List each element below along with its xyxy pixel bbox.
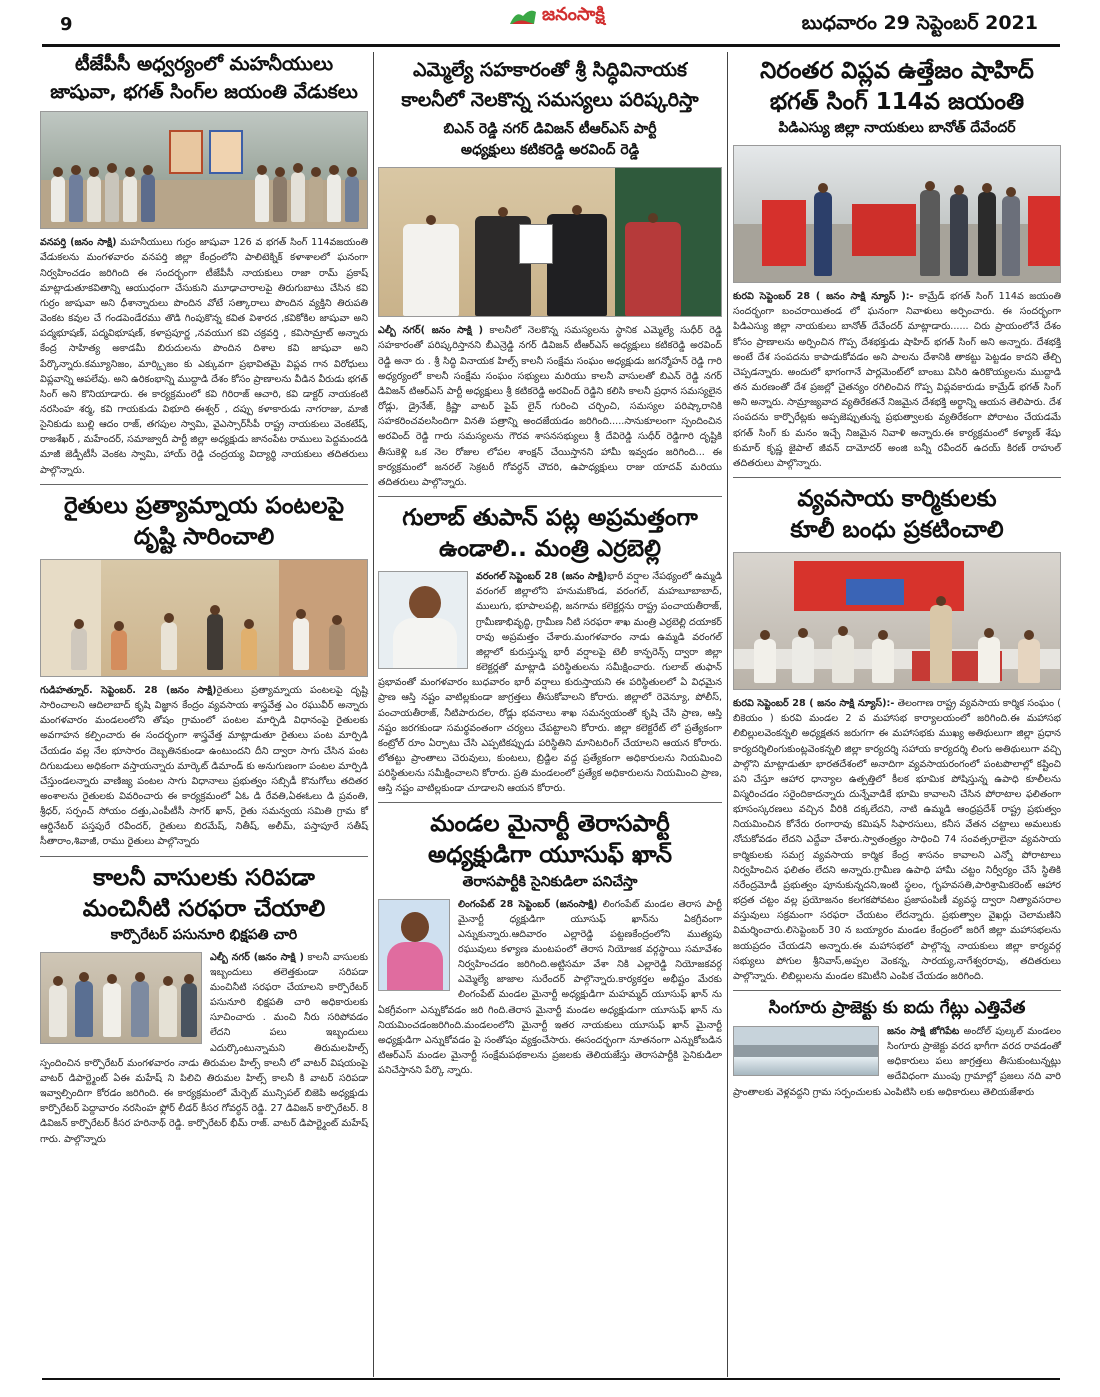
headline: కూలీ బంధు ప్రకటించాలి [790, 517, 1004, 544]
dateline: కురవి సెప్టెంబర్ 28 ( జనం సాక్షి న్యూస్):- [733, 698, 895, 710]
headline: అధ్యక్షుడిగా యూసుఫ్ ఖాన్ [428, 842, 672, 869]
dateline: ఎల్బీ నగర్( జనం సాక్షి ) [378, 325, 484, 337]
column-rule [373, 52, 374, 1377]
page-number: 9 [60, 14, 73, 35]
brand-name: జనంసాక్షి [542, 4, 605, 25]
article-body: ఎల్బీ నగర్( జనం సాక్షి ) కాలనీలో నెలకొన్న సమస్యలను స్థానిక ఎమ్మెల్యే సుధీర్ రెడ్డి సహకారంతో పరిష్కరిస్తానని బీఎన్రెడ్డి నగర్ డివిజన్ టీఆర్ఎస్ అధ్యక్షులు కటికరెడ్డి అరవింద్ రెడ్డి అనా రు . శ్రీ సిద్ధి వినాయక హిల్స్ కాలనీ సంక్షేమ సంఘం అధ్యక్షుడు జగన్మోహన్ రెడ్డి గారి అధ్యర్యంలో కాలనీ సంక్షేమ సంఘం సభ్యులు మరియు కాలనీ వాసులతో బిఎన్ రెడ్డి నగర్ డివిజన్ టిఆర్ఎస్ పార్టీ అధ్యక్షులు శ్రీ కటికరెడ్డి అరవింద్ రెడ్డిని కలిసి కాలనీ ప్రధాన సమస్యలైన రోడ్లు, డ్రైనేజ్, క్రిష్ణా వాటర్ పైప్ లైన్ గురించి చర్చించి, సమస్యల పరిష్కారానికి సహకరించవలసిందిగా వినతి పత్రాన్ని అందజేయడం జరిగింది.....సానుకూలంగా స్పందించిన అరవింద్ రెడ్డి గారు సమస్యలను గౌరవ శాసనసభ్యులు శ్రీ దేవిరెడ్డి సుధీర్ రెడ్డిగారి దృష్టికి తీసుకెళ్లి ఒక నెల రోజుల లోపల శాంక్షన్ చేయిస్తానని హామీ ఇవ్వడం జరిగింది... ఈ కార్యక్రమంలో జనరల్ సెక్రటరీ గోవర్ధన్ చౌదరి, ఉపాధ్యక్షులు రాజు యాదవ్ మరియు తదితరులు పాల్గొన్నారు. [378, 325, 722, 488]
article-body: వరంగల్ సెప్టెంబర్ 28 (జనం సాక్షి)భారీ వర్షాల నేపథ్యంలో ఉమ్మడి వరంగల్ జిల్లాలోని హనుమకొండ, వరంగల్, మహబూబాబాద్, ములుగు, భూపాలపల్లి, జనగామ కలెక్టర్లను రాష్ట్ర పంచాయతీరాజ్, గ్రామీణాభివృద్ధి, గ్రామీణ నీటి సరఫరా శాఖ మంత్రి ఎర్రబెల్లి దయాకర్ రావు అప్రమత్తం చేశారు.మంగళవారం నాడు ఉమ్మడి వరంగల్ జిల్లాలో కురుస్తున్న భారీ వర్షాలపై టెలీ కాన్ఫరెన్స్ ద్వారా జిల్లా కలెక్టర్లతో మాట్లాడి పరిస్థితులను సమీక్షించారు. గులాబ్ తుఫాన్ ప్రభావంతో మంగళవారం బుధవారం భారీ వర్షాలు కురుస్తాయని ఈ పరిస్థితులలో ఏ విధమైన ప్రాణ ఆస్తి నష్టం వాటిల్లకుండా జాగ్రత్తలు తీసుకోవాలని కోరారు. జిల్లాలో రెవెన్యూ, పోలీస్, పంచాయతీరాజ్, నీటిపారుదల, రోడ్లు భవనాలు శాఖ సమన్వయంతో కృషి చేసి ప్రాణ, ఆస్తి నష్టం జరగకుండా సమర్థవంతంగా చర్యలు చేపట్టాలని కోరారు. జిల్లా కలెక్టరేట్ లో ప్రత్యేకంగా కంట్రోల్ రూం ఏర్పాటు చేసి ఎప్పటికప్పుడు పరిస్థితిని మానిటరింగ్ చేయాలని ఆయన కోరారు. లోతట్టు ప్రాంతాలు చెరువులు, కుంటలు, బ్రిడ్జిల వద్ద ప్రత్యేకంగా అధికారులను నియమించి పరిస్థితులను సమీక్షించాలని కోరారు. ప్రతి మండలంలో ప్రత్యేక అధికారులను నియమించి ప్రాణ, ఆస్తి నష్టం వాటిల్లకుండా చూడాలని ఆయన కోరారు. [378, 571, 722, 795]
article-body: కురవి సెప్టెంబర్ 28 ( జనం సాక్షి న్యూస్ ):- కామ్రేడ్ భగత్ సింగ్ 114వ జయంతి సందర్భంగా బంచరాయితండ లో ఘనంగా నివాళులు అర్పించారు. ఈ సందర్భంగా పిడిఎస్యు జిల్లా నాయకులు బానోత్ దేవేందర్ మాట్లాడారు...... చిరు ప్రాయంలోనే దేశం కోసం ప్రాణాలను అర్పించిన గొప్ప దేశభక్తుడు షాహిద్ భగత్ సింగ్ అని అన్నారు. దేశభక్తి అంటే దేశ సంపదను కాపాడుకోవడం అని పాలను దేశానికి తాకట్టు పెట్టడం కాదని తేల్చి చెప్పడన్నారు. అందులో భాగంగానే పార్లమెంట్‌లో బాంబు విసిరి ఉరికొయ్యలను ముద్దాడి తన మరణంతో దేశ ప్రజల్లో చైతన్యం రగిలించిన గొప్ప విప్లవకారుడు కామ్రేడ్ భగత్ సింగ్ అని అన్నారు. సామ్రాజ్యవాద వ్యతిరేకతనే నిజమైన దేశభక్తి అర్థాన్ని ఆయన తెలిపారు. దేశ సంపదను కార్పొరేట్లకు అప్పజెప్పుతున్న ప్రభుత్వాలకు వ్యతిరేకంగా పోరాటం చేయడమే భగత్ సింగ్ కు మనం ఇచ్చే నిజమైన నివాళి అన్నారు.ఈ కార్యక్రమంలో కళ్యాణ్ శేషు కుమార్ కృష్ణ జైపాల్ జీవన్ దామోదర్ అంజి బన్నీ రవీందర్ ఉదయ్ కిరణ్ రాహుల్ తదితరులు పాల్గొన్నారు. [733, 291, 1062, 469]
article-siddivinayaka-colony [378, 58, 722, 490]
subheadline: తెరాసపార్టీకి సైనికుడిలా పనిచేస్తా [462, 873, 638, 890]
headline: రైతులు ప్రత్యామ్నాయ పంటలపై [64, 492, 344, 519]
subheadline: పిడిఎస్యు జిల్లా నాయకులు బానోత్ దేవేందర్ [778, 120, 1016, 137]
article-tjpc-jayanthi [40, 52, 368, 478]
group-photo [40, 111, 368, 229]
dateline: కురవి సెప్టెంబర్ 28 ( జనం సాక్షి న్యూస్ ):- [733, 291, 914, 303]
article-body: జనం సాక్షి జోగిపేట అందోల్ పుల్కల్ మండలం సింగూరు ప్రాజెక్టు వరద భాగీగా వరద రావడంతో అధికారులు పలు జాగ్రత్తలు తీసుకుంటున్నట్లు అదేవిధంగా ముంపు గ్రామాల్లో ప్రజలు నది వారి ప్రాంతాలకు వెళ్లవద్దని గ్రామ సర్పంచులకు ఎంపిటిసి లకు అధికారులు తెలియజేశారు [733, 1025, 1061, 1098]
divider [40, 484, 368, 485]
article-gulab-cyclone [378, 503, 722, 796]
headline: సింగూరు ప్రాజెక్టు కు ఐదు గేట్లు ఎత్తివేత [768, 998, 1026, 1019]
article-minority-president [378, 809, 722, 1078]
column-left [40, 52, 368, 1147]
article-body: ఎల్బీ నగర్ (జనం సాక్షి ) కాలనీ వాసులకు ఇబ్బందులు తలెత్తకుండా సరిపడా మంచినీటి సరఫరా చేయాలని కార్పొరేటర్ పసునూరి భిక్షపతి చారి అధికారులకు సూచించారు . మంచి నీరు సరిపోవడం లేదని పలు ఇబ్బందులు ఎదుర్కొంటున్నామని తిరుమలహిల్స్ స్పందించిన కార్పొరేటర్ మంగళవారం నాడు తిరుమల హిల్స్ కాలనీ లో వాటర్ విషయంపై వాటర్ డిపార్ట్మెంట్ ఏఈ మహేష్ ని పిలిచి తిరుమల హిల్స్ కాలనీ కి వాటర్ సరిపడా ఇవ్వాల్సిందిగా కోరడం జరిగింది. ఈ కార్యక్రమంలో మేర్చెట్ మున్సిపల్ బిజెపి అధ్యక్షుడు కార్పొరేటర్ పెద్దావారం నరసింహ ఫ్లోర్ లీడర్ కీసర గోవర్ధన్ రెడ్డి. 27 డివిజన్ కార్పొరేటర్. 8 డివిజన్ కార్పొరేటర్ కీసర హరినాథ్ రెడ్డి. కార్పొరేటర్ భీమ్ రాజ్. వాటర్ డిపార్ట్మెంట్ మహేష్ గారు. పాల్గొన్నారు [40, 951, 368, 1145]
dateline: గుడిహత్నూర్. సెప్టెంబర్. 28 (జనం సాక్షి) [40, 684, 217, 696]
headline: కాలనీ వాసులకు సరిపడా [93, 864, 315, 891]
dateline: ఎల్బీ నగర్ (జనం సాక్షి ) [210, 951, 304, 963]
colony-photo [40, 952, 202, 1044]
headline: దృష్టి సారించాలి [133, 523, 275, 550]
subheadline: కార్పొరేటర్ పసునూరి భిక్షపతి చారి [110, 926, 298, 943]
column-rule [727, 52, 728, 1377]
article-singur-project [733, 997, 1061, 1100]
headline: ఎమ్మెల్యే సహకారంతో శ్రీ సిద్ధివినాయక [413, 59, 687, 81]
dateline: జనం సాక్షి జోగిపేట [887, 1025, 960, 1037]
brand [508, 4, 605, 29]
article-body: గుడిహత్నూర్. సెప్టెంబర్. 28 (జనం సాక్షి)రైతులు ప్రత్యామ్నాయ పంటలపై దృష్టి సారించాలని ఆదిలాబాద్ కృషి విజ్ఞాన కేంద్రం వ్యవసాయ శాస్త్రవేత్త ఎం రఘువీర్ అన్నారు మంగళవారం మండలంలోని తోషం గ్రామంలో పంటల మార్పిడి విధానంపై రైతులకు అవగాహన కల్పించారు ఈ సందర్భంగా శాస్త్రవేత్త మాట్లాడుతూ రైతులు పంట మార్పిడి చేయడం వల్ల నేల భూసారం దెబ్బతినకుండా ఉంటుందని దీని ద్వారా సాగు చేసిన పంట దిగుబడులు అధికంగా వస్తాయన్నారు మార్కెట్ డిమాండ్ కు అనుగుణంగా పంటల మార్పిడి చేస్తుండలన్నారు వాణిజ్య పంటల సాగు విధానాలు ప్రభుత్వం సబ్సిడీ కొనుగోలు తదితర అంశాలను రైతులకు వివరించారు ఈ కార్యక్రమంలో ఏఓ డి రేవతి,ఏఈఓలు డి ప్రవంతి, శ్రీధర్, సర్పంచ్ సోయం దత్తు,ఎంపీటీసీ సాగర్ ఖాన్, రైతు సమన్వయ సమితి గ్రామ కో ఆర్డినేటర్ పస్తపురే రవీందర్, రైతులు బిరమేష్, నితీష్, అలీమ్, పస్తాపూరే సతీష్ సీతారాం,శివాజీ, రాము రైతులు పాల్గొన్నారు [40, 684, 368, 848]
leader-portrait [378, 899, 450, 991]
masthead-rule [42, 44, 1060, 47]
article-body: కురవి సెప్టెంబర్ 28 ( జనం సాక్షి న్యూస్):- తెలంగాణ రాష్ట్ర వ్యవసాయ కార్మిక సంఘం ( బికెయం ) కురవి మండల 2 వ మహాసభ కార్యాలయంలో జరిగింది.ఈ మహాసభ లిబిల్లులవెంకన్నలి అధ్యక్షతన జరుగగా ఈ మహాసభకు ముఖ్య అతిథులుగా జిల్లా ప్రధాన కార్యదర్శిలింగుకుంట్లవెంకన్నలి జిల్లా కార్యదర్శి సహాయ కార్యదర్శి లింగు అతిథులుగా వచ్చి పాల్గొని మాట్లాడుతూ భారతదేశంలో అనాదిగా వ్యవసాయరంగంలో పంటపొలాల్లో కష్టించి పని చేస్తూ ఆహార ధాన్యాల ఉత్పత్తిలో కీలక భూమిక పోషిస్తున్న ఉపాధి కూలీలను విస్మరించడం సరైందికాదన్నారు దున్నేవాడికే భూమి కావాలని చేసిన పోరాటాల ఫలితంగా భూసంస్కరణలు వచ్చిన వీరికి దక్కలేదని, నాటి ఉమ్మడి ఆంధ్రప్రదేశ్ రాష్ట్ర ప్రభుత్వం నియమించిన కోనేరు రంగారావు కమిషన్ సిఫారసులు, కనీస వేతన చట్టాలు అమలుకు నోచుకోవడం లేదని ఎద్దేవా చేశారు.స్వాతంత్ర్యం సాధించి 74 సంవత్సరాలైనా వ్యవసాయ కార్మికులకు సమగ్ర వ్యవసాయ కార్మిక కేంద్ర శాసనం కావాలని ఎన్నో పోరాటాలు నిర్వహించిన ఫలితం లేదని అన్నారు.గ్రామీణ ఉపాధి హామీ చట్టం నిర్వీర్యం చేసే స్థితికి నరేంద్రమోడీ ప్రభుత్వం పూనుకున్నదని,ఇంటి స్థలం, గృహవసతి,పారిశ్రామికరెంట్ ఆహార భద్రత చట్టం వల్ల ప్రయోజనం కలగకపోవటం ప్రజాపంపిణీ వ్యవస్థ ద్వారా నిత్యావసరాల వస్తువులు సక్రమంగా సరఫరా చేయటం లేదన్నారు. ప్రభుత్వాల వైఖర్లు చెలామణిని విమర్శించారు.లిసెప్టెంబర్ 30 న బయ్యారం మండల కేంద్రంలో జరిగే జిల్లా మహాసభలను జయప్రదం చేయడని అన్నారు.ఈ మహాసభలో పాల్గొన్న నాయకులు జిల్లా కార్యవర్గ సభ్యులు పోగుల శ్రీనివాస్,అప్పల వెంకన్న, సారయ్య,నాగేశ్వరరావు, తదితరులు పాల్గొన్నారు. లిబిల్లులను మండల కమిటీని ఎంపిక చేయడం జరిగింది. [733, 698, 1062, 982]
headline: కాలనీలో నెలకొన్న సమస్యలు పరిష్కరిస్తా [401, 88, 699, 111]
column-center [378, 52, 722, 1078]
divider [733, 477, 1061, 478]
dam-gates-photo [733, 1026, 879, 1076]
headline: జాషువా, భగత్ సింగ్‌ల జయంతి వేడుకలు [50, 80, 358, 103]
article-agri-workers [733, 484, 1061, 984]
divider [378, 802, 722, 803]
headline: టీజేపీసీ అధ్వర్యంలో మహనీయులు [74, 53, 334, 75]
brand-logo-icon [508, 6, 538, 28]
page-bottom-rule [42, 1378, 1060, 1380]
divider [40, 856, 368, 857]
dateline: వరంగల్ సెప్టెంబర్ 28 (జనం సాక్షి) [476, 571, 608, 583]
subheadline: అధ్యక్షులు కటికరెడ్డి అరవింద్ రెడ్డి [460, 142, 640, 159]
article-drinking-water [40, 863, 368, 1147]
memorandum-photo [378, 167, 722, 317]
column-right [733, 52, 1061, 1100]
article-body: వనపర్తి (జనం సాక్షి) మహనీయులు గుర్రం జాషువా 126 వ భగత్ సింగ్ 114వజయంతి వేడుకలను మంగళవారం వనపర్తి జిల్లా కేంద్రంలోని పాలిటెక్నిక్ కళాశాలలో ఘనంగా నిర్వహించడం జరిగింది ఈ సందర్భంగా టీజేపీసీ నాయకులు రాజా రామ్ ప్రకాష్ మాట్లాడుతూకవితాన్ని ఆయుధంగా చేసుకుని మూఢాచారాలపై తిరుగుబాటు చేసిన కవి గుర్రం జాషువా అని ధీశాన్నారులు పొందిన వోటే సత్కారాలు పొందిన వ్యక్తిని తిరుపతి వెంకట కవుల చే గండపెండేరము తొడి గింపుకొన్న కవిత విశారద ,కవికోకిల జాషువా అని పద్మభూషణ్, పద్మవిభూషణ్, కళాప్రపూర్ణ ,నవయుగ కవి చక్రవర్తి , కవిసామ్రాట్ అన్నారు కేంద్ర సాహిత్య అకాడమీ బిరుదులను పొందిన దిశాల కవి జాషువా అని పేర్కొన్నారు.కమ్యూనిజం, మార్క్సిజం కు ఎక్కువగా ప్రభావితమై విప్లవ గాన విరోధులు విప్లవాన్ని ఆపలేవు. అని ఉరికంభాన్ని ముద్దాడి దేశం కోసం ప్రాణాలను వీడిన వీరుడు భగత్ సింగ్ అని కొనియాడారు. ఈ కార్యక్రమంలో కవి గిరిరాజ్ ఆచారి, కవి డాక్టర్ నాయకంటి నరసింహ శర్మ, కవి గాయకుడు విభూది ఈశ్వర్ , దప్పు కళాకారుడు నాగరాజు, మాజీ సైనికుడు బుల్లి ఆదం రాజ్, తగపుల స్వామి, వైఎస్సార్‌సీపీ రాష్ట్ర నాయకులు వెంకటేష్, రాజశేఖర్ , మహేందర్, సమాజ్వాదీ పార్టీ జిల్లా అధ్యక్షుడు జానంపేట రాములు పెద్దమందడి మాజీ జెడ్పీటీసీ వెంకట స్వామి, హాయ్ రెడ్డి చంద్రయ్య విద్యార్థి నాయకులు తదితరులు పాల్గొన్నారు. [40, 237, 368, 476]
dateline: వనపర్తి (జనం సాక్షి) [40, 237, 117, 249]
headline: మండల మైనార్టీ తెరాసపార్టీ [430, 811, 670, 838]
divider [733, 990, 1061, 991]
dateline: లింగంపేట్ 28 సెప్టెంబర్ (జనంసాక్షి) [458, 898, 598, 910]
meeting-photo [40, 559, 368, 677]
masthead [0, 0, 1100, 46]
headline: ఉండాలి.. మంత్రి ఎర్రబెల్లి [439, 536, 661, 563]
bkm-meeting-photo [733, 552, 1061, 690]
headline: భగత్ సింగ్ 114వ జయంతి [769, 89, 1025, 116]
headline: నిరంతర విప్లవ ఉత్తేజం షాహిద్ [760, 58, 1034, 84]
divider [378, 496, 722, 497]
minister-portrait [378, 571, 468, 669]
article-farmers-crops [40, 491, 368, 850]
subheadline: బిఎన్ రెడ్డి నగర్ డివిజన్ టీఆర్ఎస్ పార్టీ [443, 121, 657, 138]
article-body: లింగంపేట్ 28 సెప్టెంబర్ (జనంసాక్షి) లింగంపేట్ మండల తెరాస పార్టీ మైనార్టీ ధ్యక్షుడిగా యూసుఫ్ ఖాన్‌ను ఏకగ్రీవంగా ఎన్నుకున్నారు.ఆదివారం ఎల్లారెడ్డి పట్టణకేంద్రంలోని ముత్యపు రఘువులు కళ్యాణ మంటపంలో తెరాస నియోజక వర్గస్థాయి సమావేశం నిర్వహించడం జరిగింది.అట్టిసమా వేశా నికి ఎల్లారెడ్డి నియోజకవర్గ ఎమ్మెల్యే జాజాల సురేందర్ పాల్గొన్నారు.కార్యకర్తల అభీష్టం మేరకు లింగంపేట్ మండల మైనార్టీ అధ్యక్షుడిగా మహమ్మద్ యూసుఫ్ ఖాన్ ను ఏకగ్రీవంగా ఎన్నుకోవడం జరి గింది.తెరాస మైనార్టీ మండల అధ్యక్షుడుగా యూసుఫ్ ఖాన్ ను నియమించడంజరిగింది.మండలంలోని మైనార్టీ ఇతర నాయకులు యూసుఫ్ ఖాన్ మైనార్టీ అధ్యక్షుడిగా ఎన్నుకోవడం పై సంతోషం వ్యక్తంచేసారు. ఈసందర్భంగా నూతనంగా ఎన్నుకోబడిన టిఆర్ఎస్ మండల మైనార్టీ సంక్షేమపథకాలను ప్రజలకు తెలియజేస్తు తెరాసపార్టీకి సైనికుడిలా పనిచేస్తానని పేర్కొ న్నారు. [378, 898, 722, 1077]
headline: వ్యవసాయ కార్మికులకు [797, 485, 997, 512]
headline: మంచినీటి సరఫరా చేయాలి [82, 895, 326, 922]
headline: గులాబ్ తుపాన్ పట్ల అప్రమత్తంగా [402, 505, 698, 531]
pdsu-rally-photo [733, 145, 1061, 283]
article-bhagat-singh [733, 56, 1061, 471]
edition-date: బుధవారం 29 సెప్టెంబర్ 2021 [801, 12, 1038, 34]
